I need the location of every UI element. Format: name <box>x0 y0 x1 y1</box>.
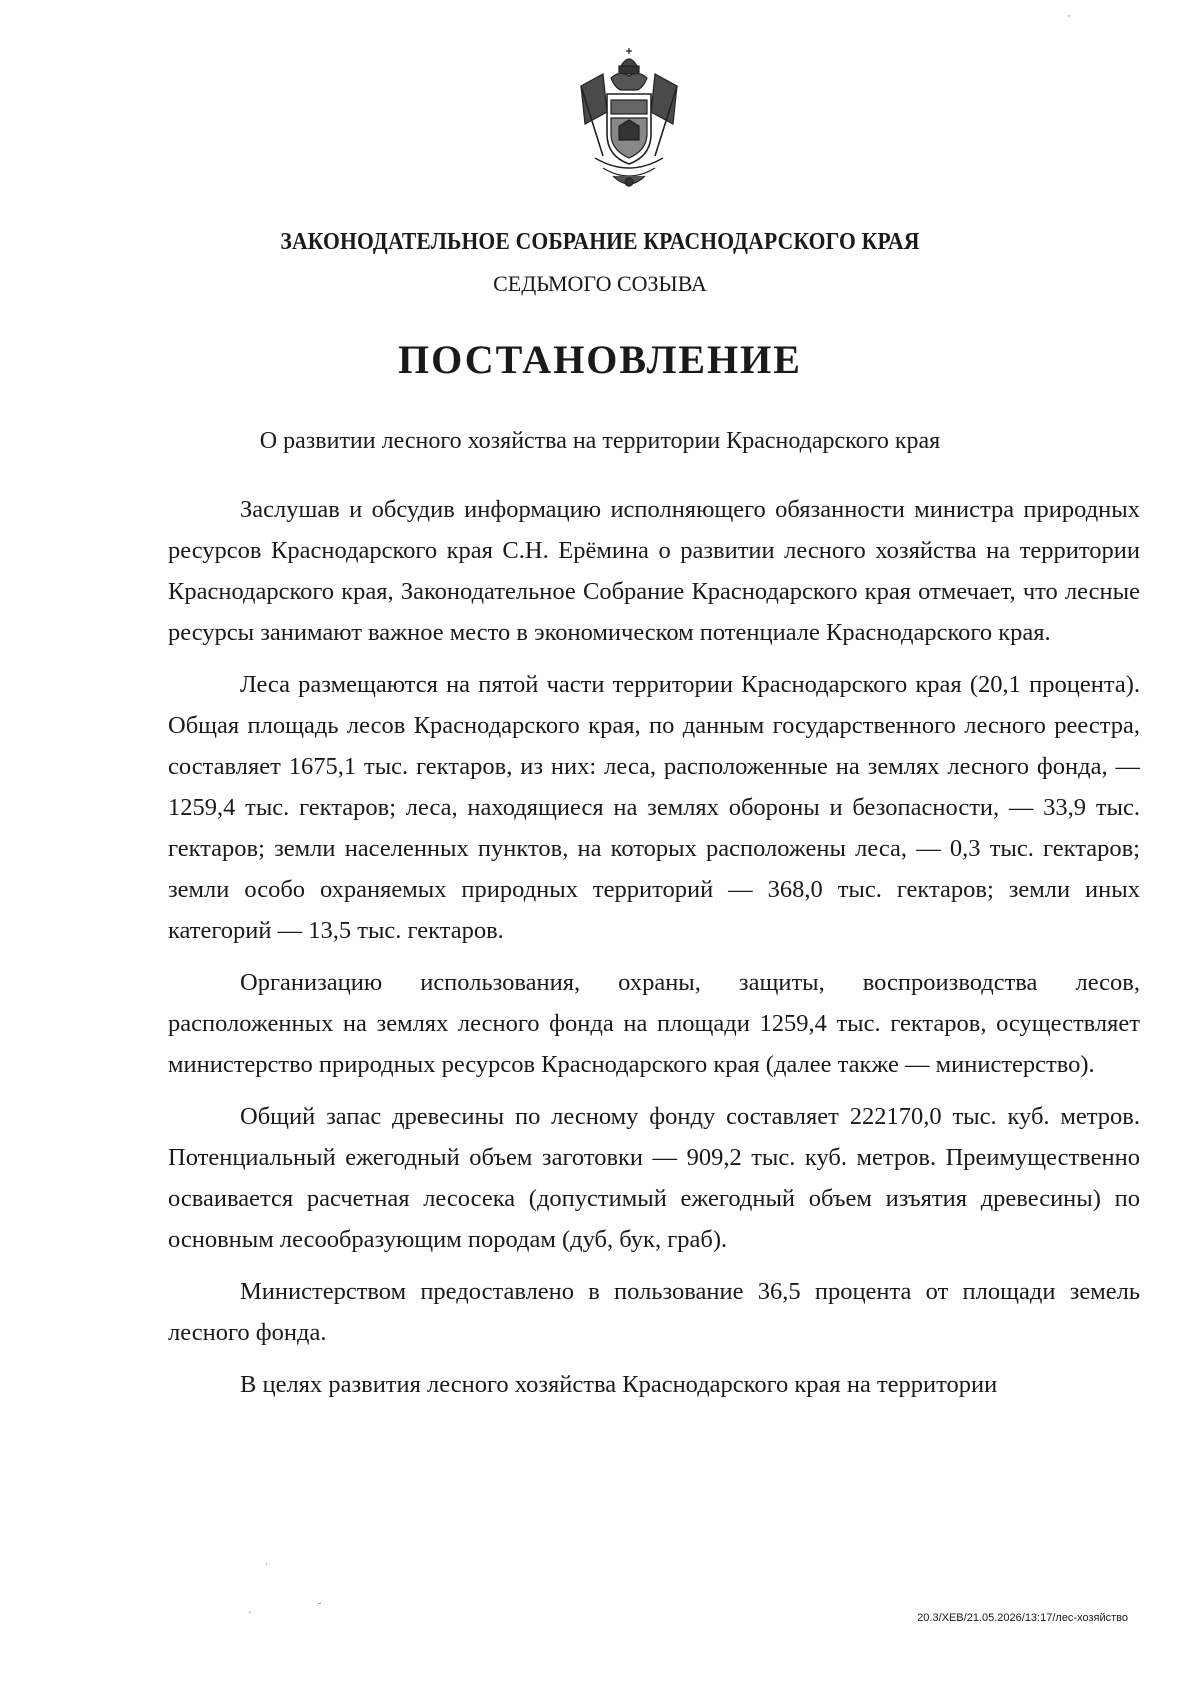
scan-speck: · <box>248 1608 252 1619</box>
footer-stamp: 20.3/ХЕВ/21.05.2026/13:17/лес-хозяйство <box>917 1612 1128 1624</box>
paragraph: В целях развития лесного хозяйства Краснодарского края на территории <box>240 1371 998 1398</box>
scan-speck: - <box>318 1598 322 1609</box>
organization-name: ЗАКОНОДАТЕЛЬНОЕ СОБРАНИЕ КРАСНОДАРСКОГО КРАЯ <box>280 229 920 255</box>
document-subject: О развитии лесного хозяйства на территории Краснодарского края <box>259 428 941 454</box>
paragraph: Заслушав и обсудив информацию исполняющего обязанности министра природных ресурсов Краснодарского края С.Н. Ерёмина о развитии лесного хозяйства на территории Краснодарского края, Законодательное Собрание Краснодарского края отмечает, что лесные ресурсы занимают важное место в экономическом потенциале Краснодарского края. <box>168 496 1140 646</box>
scan-speck: ' <box>1068 14 1070 25</box>
krasnodar-krai-coat-of-arms-icon <box>573 46 685 194</box>
document-type-title: ПОСТАНОВЛЕНИЕ <box>398 337 802 382</box>
convocation: СЕДЬМОГО СОЗЫВА <box>493 271 707 296</box>
paragraph: Леса размещаются на пятой части территории Краснодарского края (20,1 процента). Общая площадь лесов Краснодарского края, по данным государственного лесного реестра, составляет 1675,1 тыс. гектаров, из них: леса, расположенные на землях лесного фонда, — 1259,4 тыс. гектаров; леса, находящиеся на землях обороны и безопасности, — 33,9 тыс. гектаров; земли населенных пунктов, на которых расположены леса, — 0,3 тыс. гектаров; земли особо охраняемых природных территорий — 368,0 тыс. гектаров; земли иных категорий — 13,5 тыс. гектаров. <box>168 671 1140 944</box>
paragraph: Общий запас древесины по лесному фонду составляет 222170,0 тыс. куб. метров. Потенциальный ежегодный объем заготовки — 909,2 тыс. куб. метров. Преимущественно осваивается расчетная лесосека (допустимый ежегодный объем изъятия древесины) по основным лесообразующим породам (дуб, бук, граб). <box>168 1103 1140 1253</box>
document-body <box>168 489 1140 1416</box>
scan-speck: · <box>265 1560 269 1571</box>
paragraph: Министерством предоставлено в пользование 36,5 процента от площади земель лесного фонда. <box>168 1278 1140 1346</box>
paragraph: Организацию использования, охраны, защиты, воспроизводства лесов, расположенных на землях лесного фонда на площади 1259,4 тыс. гектаров, осуществляет министерство природных ресурсов Краснодарского края (далее также — министерство). <box>168 969 1140 1078</box>
